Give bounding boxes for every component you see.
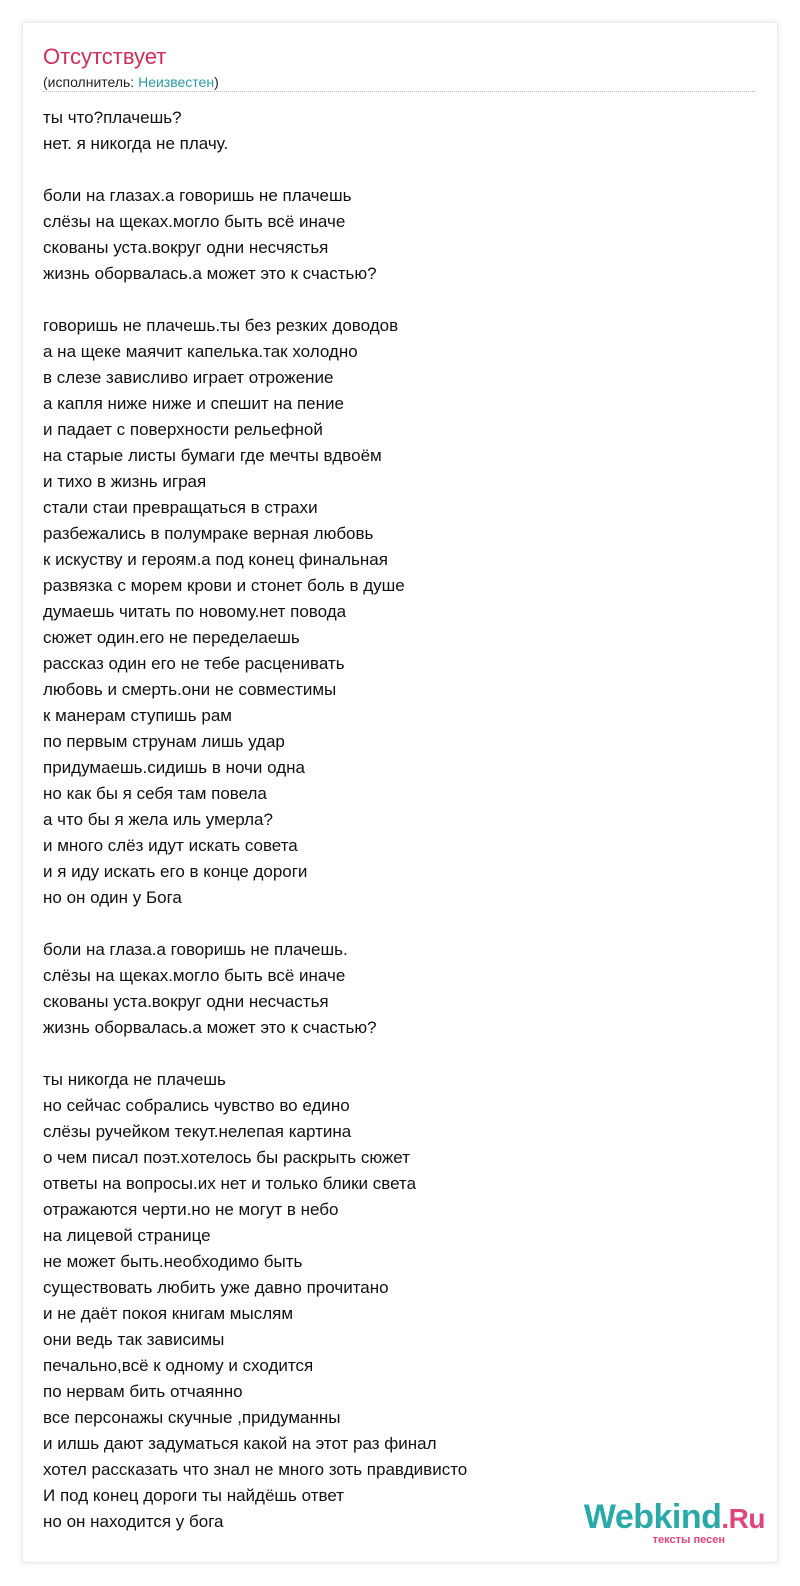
lyric-line: говоришь не плачешь.ты без резких доводов xyxy=(43,316,399,335)
webkind-logo[interactable] xyxy=(565,1498,765,1548)
lyric-line: разбежались в полумраке верная любовь xyxy=(43,524,374,543)
lyric-line: хотел рассказать что знал не много зоть правдивисто xyxy=(43,1460,468,1479)
logo-brand: Webkind xyxy=(583,1498,722,1536)
lyric-line: ты никогда не плачешь xyxy=(43,1070,226,1089)
lyric-line: отражаются черти.но не могут в небо xyxy=(43,1200,339,1219)
artist-label: (исполнитель: xyxy=(43,74,139,90)
lyric-line: и много слёз идут искать совета xyxy=(43,836,298,855)
song-title: Отсутствует xyxy=(43,44,167,69)
lyric-line: но он находится у бога xyxy=(43,1512,224,1531)
lyric-line: слёзы ручейком текут.нелепая картина xyxy=(43,1122,352,1141)
lyric-line: думаешь читать по новому.нет повода xyxy=(43,602,347,621)
lyrics-stanza xyxy=(43,937,755,1041)
lyric-line: по нервам бить отчаянно xyxy=(43,1382,243,1401)
artist-line-close: ) xyxy=(214,74,219,90)
lyric-line: но как бы я себя там повела xyxy=(43,784,267,803)
lyric-line: и тихо в жизнь играя xyxy=(43,472,207,491)
lyric-line: в слезе зависливо играет отрожение xyxy=(43,368,334,387)
lyric-line: не может быть.необходимо быть xyxy=(43,1252,303,1271)
lyric-line: придумаешь.сидишь в ночи одна xyxy=(43,758,305,777)
lyric-line: и илшь дают задуматься какой на этот раз финал xyxy=(43,1434,437,1453)
lyric-line: боли на глазах.а говоришь не плачешь xyxy=(43,186,352,205)
lyric-line: и я иду искать его в конце дороги xyxy=(43,862,308,881)
lyric-line: стали стаи превращаться в страхи xyxy=(43,498,318,517)
lyric-line: по первым струнам лишь удар xyxy=(43,732,285,751)
lyric-line: о чем писал поэт.хотелось бы раскрыть сюжет xyxy=(43,1148,410,1167)
lyric-line: скованы уста.вокруг одни несчастья xyxy=(43,992,329,1011)
lyric-line: нет. я никогда не плачу. xyxy=(43,134,229,153)
lyrics-stanza xyxy=(43,105,755,157)
lyric-line: но сейчас собрались чувство во едино xyxy=(43,1096,350,1115)
lyric-line: к манерам ступишь рам xyxy=(43,706,232,725)
lyric-line: и падает с поверхности рельефной xyxy=(43,420,323,439)
lyrics-stanza xyxy=(43,313,755,911)
lyric-line: жизнь оборвалась.а может это к счастью? xyxy=(43,264,377,283)
lyric-line: существовать любить уже давно прочитано xyxy=(43,1278,389,1297)
lyric-line: на лицевой странице xyxy=(43,1226,211,1245)
header-divider xyxy=(43,91,755,92)
lyric-line: все персонажы скучные ,придуманны xyxy=(43,1408,341,1427)
lyric-line: И под конец дороги ты найдёшь ответ xyxy=(43,1486,345,1505)
lyric-line: а что бы я жела иль умерла? xyxy=(43,810,273,829)
lyric-line: а на щеке маячит капелька.так холодно xyxy=(43,342,358,361)
artist-line xyxy=(43,73,219,91)
lyrics-text xyxy=(43,105,755,1561)
lyric-line: к искуству и героям.а под конец финальная xyxy=(43,550,388,569)
lyric-line: они ведь так зависимы xyxy=(43,1330,225,1349)
lyric-line: печально,всё к одному и сходится xyxy=(43,1356,314,1375)
lyric-line: скованы уста.вокруг одни несчястья xyxy=(43,238,329,257)
lyric-line: и не даёт покоя книгам мыслям xyxy=(43,1304,294,1323)
lyric-line: сюжет один.его не переделаешь xyxy=(43,628,300,647)
lyric-line: слёзы на щеках.могло быть всё иначе xyxy=(43,966,346,985)
lyrics-card xyxy=(22,22,778,1563)
lyric-line: а капля ниже ниже и спешит на пение xyxy=(43,394,344,413)
lyric-line: ты что?плачешь? xyxy=(43,108,182,127)
lyric-line: ответы на вопросы.их нет и только блики света xyxy=(43,1174,417,1193)
logo-tagline: тексты песен xyxy=(652,1534,725,1546)
logo-tld: .Ru xyxy=(721,1503,765,1534)
lyrics-stanza xyxy=(43,1067,755,1535)
lyric-line: на старые листы бумаги где мечты вдвоём xyxy=(43,446,382,465)
lyric-line: но он один у Бога xyxy=(43,888,182,907)
lyric-line: развязка с морем крови и стонет боль в душе xyxy=(43,576,405,595)
lyric-line: рассказ один его не тебе расценивать xyxy=(43,654,345,673)
artist-link[interactable]: Неизвестен xyxy=(138,74,215,90)
lyric-line: жизнь оборвалась.а может это к счастью? xyxy=(43,1018,377,1037)
lyric-line: любовь и смерть.они не совместимы xyxy=(43,680,337,699)
logo-wordmark xyxy=(584,1498,765,1538)
lyric-line: боли на глаза.а говоришь не плачешь. xyxy=(43,940,348,959)
lyrics-stanza xyxy=(43,183,755,287)
lyric-line: слёзы на щеках.могло быть всё иначе xyxy=(43,212,346,231)
